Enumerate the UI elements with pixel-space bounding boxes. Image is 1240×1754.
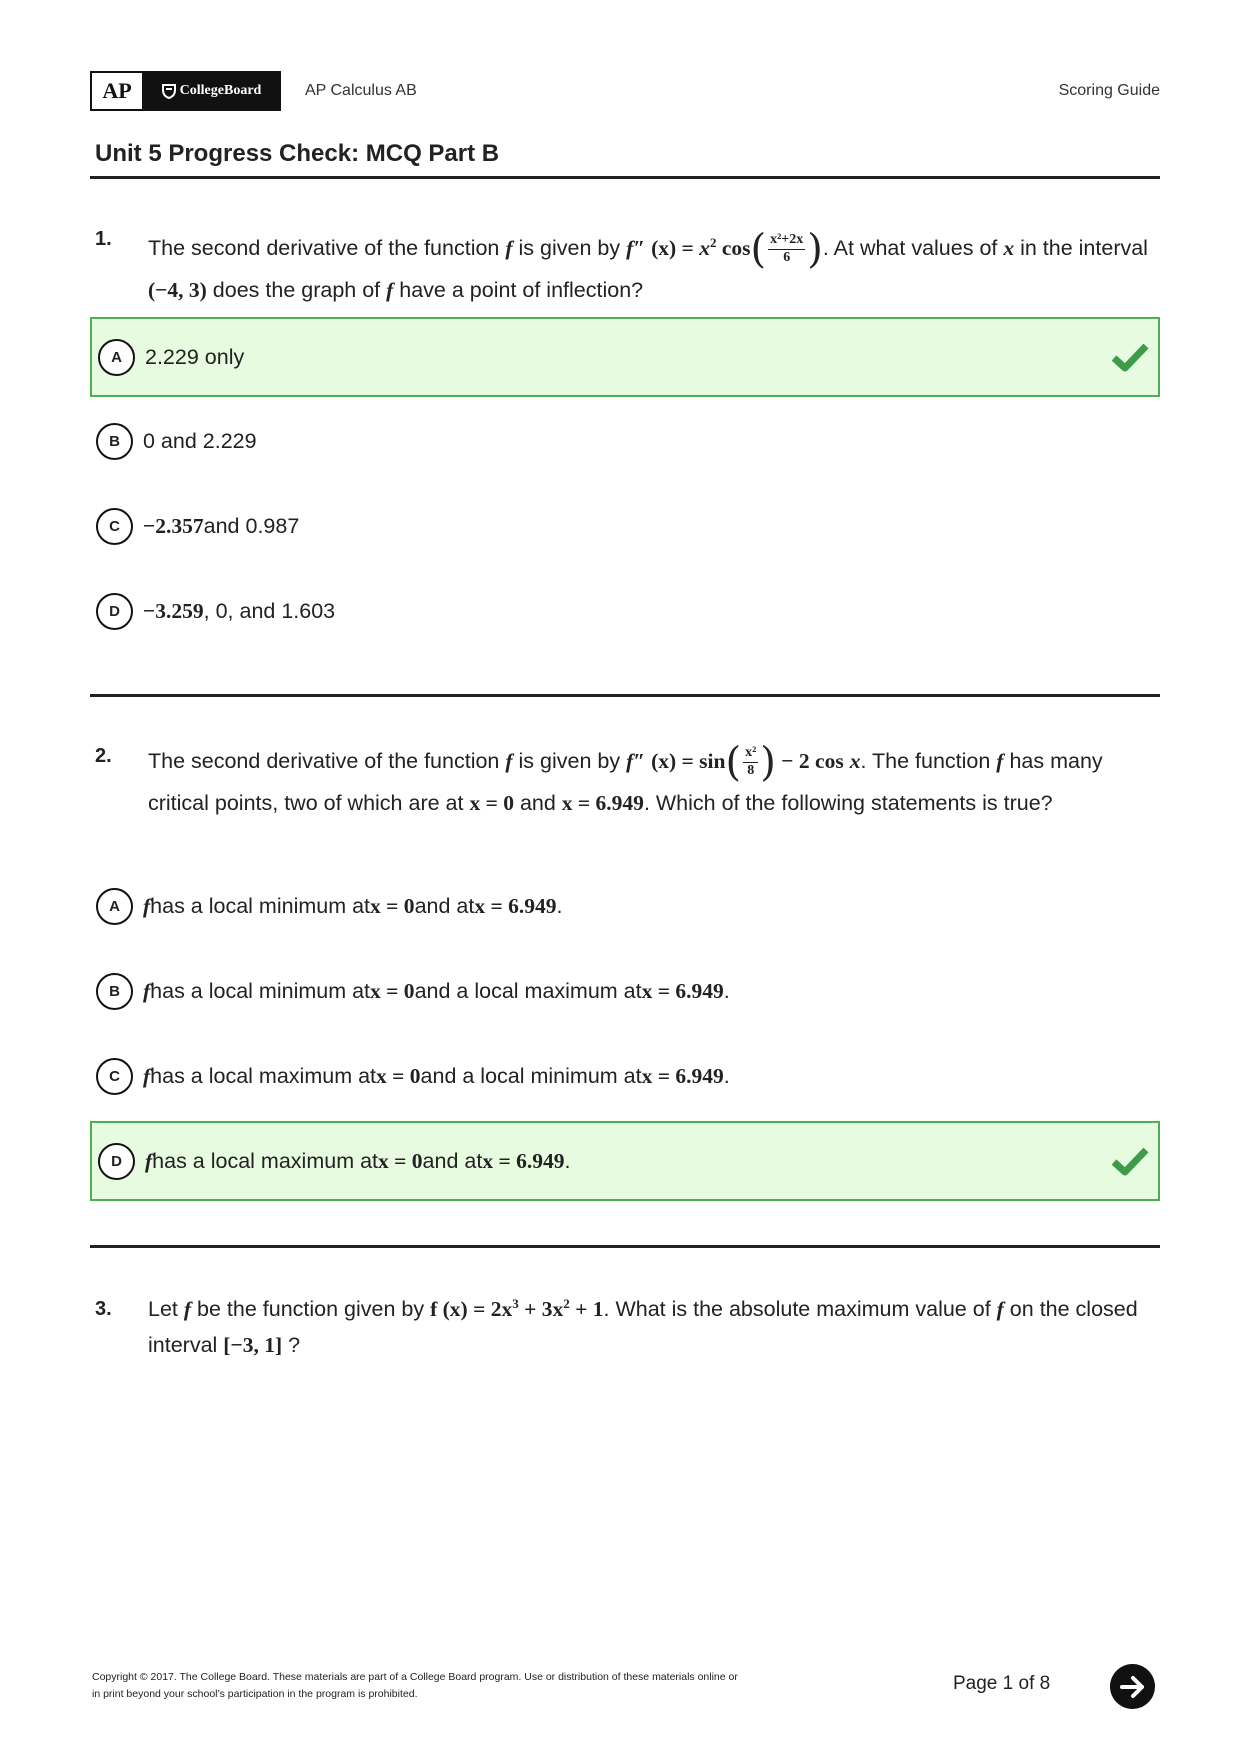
course-name: AP Calculus AB: [305, 82, 417, 99]
college-board-wordmark: CollegeBoard: [179, 83, 262, 98]
option-text: has a local minimum at: [150, 978, 371, 1003]
college-board-logo: [144, 73, 279, 109]
q2-text-part: and: [513, 791, 562, 816]
option-text: .: [556, 893, 563, 918]
option-math-f: f: [143, 1063, 151, 1088]
next-page-button[interactable]: [1110, 1664, 1155, 1709]
question-2-number: 2.: [95, 745, 112, 767]
q1-math-sup: 2: [709, 235, 717, 250]
q2-math-sin: = sin: [676, 749, 726, 773]
option-math: x = 6.949: [482, 1148, 565, 1173]
option-math: −3.259: [143, 598, 204, 623]
q1-text-part: does the graph of: [206, 278, 387, 303]
q2-option-d[interactable]: [90, 1121, 1160, 1201]
option-text: 2.229 only: [145, 344, 245, 369]
q1-text-part: in the interval: [1014, 236, 1148, 261]
q2-option-a[interactable]: [90, 866, 1160, 946]
option-math-f: f: [143, 978, 151, 1003]
page-number: Page 1 of 8: [953, 1673, 1051, 1694]
ap-college-board-logo: [90, 71, 281, 111]
q2-option-b[interactable]: [90, 951, 1160, 1031]
option-letter-badge: A: [96, 888, 133, 925]
arrow-right-icon: [1118, 1672, 1148, 1702]
q3-text-part: ?: [282, 1333, 301, 1358]
checkmark-icon: [1110, 1145, 1150, 1177]
q2-math-x6: x = 6.949: [561, 791, 644, 816]
q2-text-part: has many critical points, two of which are at: [148, 749, 1103, 816]
option-math: x = 6.949: [474, 893, 557, 918]
q3-text-part: be the function given by: [191, 1297, 431, 1322]
q2-paren-open: (: [725, 739, 742, 786]
q1-option-d[interactable]: [90, 571, 1160, 651]
q2-option-c[interactable]: [90, 1036, 1160, 1116]
option-letter-badge: B: [96, 973, 133, 1010]
option-text: .: [723, 1063, 730, 1088]
q1-text-part: . At what values of: [822, 236, 1004, 261]
q3-math-term: + 1: [569, 1297, 604, 1322]
q1-math-eq: =: [676, 236, 700, 261]
q2-math-fpp: f″: [626, 749, 646, 773]
option-math: −2.357: [143, 513, 204, 538]
q1-text-part: The second derivative of the function: [148, 236, 506, 261]
q3-math-f: f: [996, 1297, 1004, 1322]
q1-option-c[interactable]: [90, 486, 1160, 566]
q1-math-f: f: [386, 278, 394, 303]
option-text: and a local maximum at: [414, 978, 642, 1003]
q3-text-part: Let: [148, 1297, 184, 1322]
acorn-icon: [162, 83, 176, 99]
q1-math-fpp: f″: [626, 236, 646, 261]
option-text: and at: [414, 893, 475, 918]
document-type: Scoring Guide: [1058, 82, 1160, 99]
q3-text-part: . What is the absolute maximum value of: [603, 1297, 997, 1322]
q2-math-x: (x): [651, 749, 677, 773]
q1-option-b[interactable]: [90, 401, 1160, 481]
copyright-line: Copyright © 2017. The College Board. These materials are part of a College Board program. Use or distribution of these materials online or: [92, 1671, 738, 1683]
option-letter-badge: C: [96, 1058, 133, 1095]
q3-math-fx: f (x) = 2x: [430, 1297, 513, 1322]
q2-text-part: The second derivative of the function: [148, 749, 506, 773]
q3-math-term: + 3x: [518, 1297, 564, 1322]
option-text: 0 and 2.229: [143, 428, 257, 453]
q2-paren-close: ): [760, 739, 776, 786]
q2-math-f: f: [505, 749, 513, 773]
q2-text-part: . Which of the following statements is true?: [643, 791, 1053, 816]
q3-math-sup: 2: [563, 1296, 570, 1311]
option-math: x = 0: [370, 978, 415, 1003]
q1-option-a[interactable]: [90, 317, 1160, 397]
q1-math-x: x: [1003, 236, 1015, 261]
copyright-notice: [92, 1669, 792, 1703]
option-letter-badge: D: [96, 593, 133, 630]
q1-math-x2: x: [699, 236, 710, 261]
option-text: .: [564, 1148, 571, 1173]
question-divider: [90, 1245, 1160, 1248]
q2-fraction: [743, 746, 758, 778]
option-text: and at: [422, 1148, 483, 1173]
option-math-f: f: [145, 1148, 153, 1173]
option-letter-badge: D: [98, 1143, 135, 1180]
option-math: x = 6.949: [641, 978, 724, 1003]
q1-math-cos: cos: [716, 236, 751, 261]
option-text: .: [723, 978, 730, 1003]
option-text: has a local maximum at: [152, 1148, 379, 1173]
option-letter-badge: C: [96, 508, 133, 545]
q1-text-part: have a point of inflection?: [393, 278, 644, 303]
copyright-line: in print beyond your school’s participation in the program is prohibited.: [92, 1688, 418, 1700]
q1-paren-close: ): [807, 226, 823, 273]
q1-math-f: f: [505, 236, 513, 261]
option-text: and 0.987: [203, 513, 300, 538]
option-math: x = 6.949: [641, 1063, 724, 1088]
option-math: x = 0: [378, 1148, 423, 1173]
q2-math-f: f: [996, 749, 1004, 773]
q1-math-interval: (−4, 3): [148, 278, 207, 303]
q3-text-part: on the closed interval: [148, 1297, 1138, 1358]
q1-fraction: [768, 233, 805, 265]
ap-logo: AP: [92, 73, 144, 109]
option-text: and a local minimum at: [420, 1063, 642, 1088]
question-2-text: [148, 740, 1158, 824]
option-letter-badge: B: [96, 423, 133, 460]
question-1-number: 1.: [95, 228, 112, 250]
option-text: has a local maximum at: [150, 1063, 377, 1088]
q2-math-cos: − 2 cos: [775, 749, 844, 773]
q3-math-f: f: [183, 1297, 192, 1322]
option-math: x = 0: [370, 893, 415, 918]
question-3-number: 3.: [95, 1298, 112, 1320]
q2-math-x0: x = 0: [469, 791, 514, 816]
q2-text-part: . The function: [860, 749, 997, 773]
q1-frac-den: 6: [783, 249, 791, 265]
checkmark-icon: [1110, 341, 1150, 373]
option-math-f: f: [143, 893, 151, 918]
q2-frac-num: x²: [743, 746, 758, 763]
q1-math-x: (x): [651, 236, 677, 261]
option-math: x = 0: [376, 1063, 421, 1088]
page-title: Unit 5 Progress Check: MCQ Part B: [95, 140, 500, 167]
title-divider: [90, 176, 1160, 179]
q1-text-part: is given by: [512, 236, 627, 261]
q2-math-x: x: [849, 749, 861, 773]
q1-frac-num: x²+2x: [768, 233, 805, 250]
q3-math-sup: 3: [512, 1296, 519, 1311]
question-1-text: [148, 222, 1158, 311]
q2-text-part: is given by: [512, 749, 627, 773]
q1-paren-open: (: [750, 226, 767, 273]
question-divider: [90, 694, 1160, 697]
q2-frac-den: 8: [747, 762, 755, 778]
option-text: , 0, and 1.603: [203, 598, 336, 623]
option-text: has a local minimum at: [150, 893, 371, 918]
option-letter-badge: A: [98, 339, 135, 376]
q3-math-interval: [−3, 1]: [223, 1333, 283, 1358]
question-3-text: [148, 1286, 1158, 1363]
